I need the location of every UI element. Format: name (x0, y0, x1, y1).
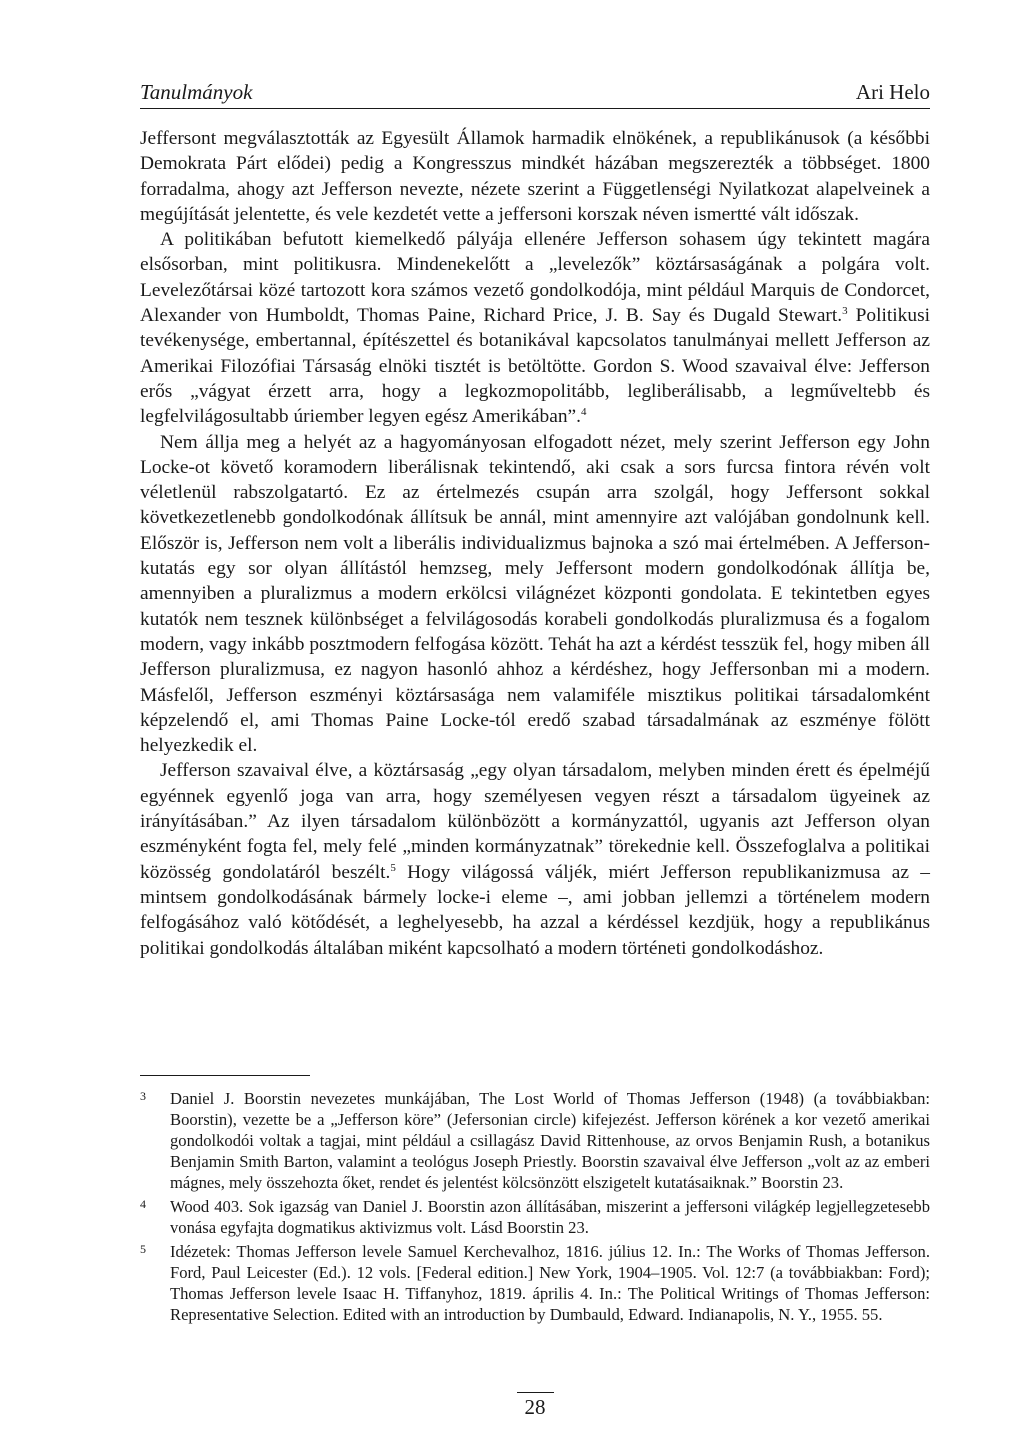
paragraph-text: Politikusi tevékenysége, embertannal, építészettel és botanikával kapcsolatos tanulmányai mellett Jefferson az Amerikai Filozófiai Társaság elnöki tisztét is betöltötte. Gordon S. Wood szavaival élve: Jefferson erős „vágyat érzett arra, hogy a legkozmopolitább, legliberálisabb, a legműveltebb és legfelvilágosultabb úriember legyen egész Amerikában”. (140, 305, 931, 428)
footnote-text: Idézetek: Thomas Jefferson levele Samuel Kerchevalhoz, 1816. július 12. In.: The Works of Thomas Jefferson. Ford, Paul Leicester (Ed.). 12 vols. [Federal edition.] New York, 1904–1905. Vol. 12:7 (a továbbiakban: Ford); Thomas Jefferson levele Isaac H. Tiffanyhoz, 1819. április 4. In.: The Political Writings of Thomas Jefferson: Representative Selection. Edited with an introduction by Dumbauld, Edward. Indianapolis, N. Y., 1955. 55. (170, 1242, 930, 1324)
paragraph (140, 227, 930, 429)
footnote-number: 3 (140, 1089, 146, 1103)
footnotes (140, 1088, 930, 1328)
paragraph-text: Nem állja meg a helyét az a hagyományosan elfogadott nézet, mely szerint Jefferson egy John Locke-ot követő koramodern liberálisnak tekintendő, aki csak a sors furcsa fintora révén volt véletlenül rabszolgatartó. Ez az értelmezés csupán arra szolgál, hogy Jeffersont sokkal következetlenebb gondolkodónak állítsuk be annál, mint amennyire azt valójában gondolnunk kell. Először is, Jefferson nem volt a liberális individualizmus bajnoka a szó mai értelmében. A Jefferson-kutatás egy sor olyan állítástól hemzseg, mely Jeffersont modern gondolkodónak állítja be, amennyiben a pluralizmus a modern erkölcsi világnézet központi gondolata. E tekintetben egyes kutatók nem tesznek különbséget a felvilágosodás korabeli gondolkodás pluralizmusa és a fogalom modern, vagy inkább posztmodern felfogása között. Tehát ha azt a kérdést tesszük fel, hogy miben áll Jefferson pluralizmusa, ez nagyon hasonló ahhoz a kérdéshez, hogy Jeffersonban mi a modern. Másfelől, Jefferson eszményi köztársasága nem valamiféle misztikus politikai társadalomként képzelendő el, ami Thomas Paine Locke-tól eredő szabad társadalmának az eszménye fölött helyezkedik el. (140, 431, 930, 757)
footnote-ref[interactable]: 4 (580, 406, 587, 419)
header-section-title: Tanulmányok (140, 80, 253, 104)
paragraph (140, 758, 930, 960)
footnote-text: Daniel J. Boorstin nevezetes munkájában, The Lost World of Thomas Jefferson (1948) (a továbbiakban: Boorstin), vezette be a „Jefferson köre” (Jefersonian circle) kifejezést. Jefferson körének a kor vezető amerikai gondolkodói voltak a tagjai, mint például a csillagász David Rittenhouse, az orvos Benjamin Rush, a botanikus Benjamin Smith Barton, valamint a teológus Joseph Priestly. Boorstin szavaival élve Jefferson „volt az az emberi mágnes, mely összehozta őket, rendet és jelentést kölcsönzött elszigetelt kutatásaiknak.” Boorstin 23. (170, 1089, 930, 1192)
footnote-ref[interactable]: 3 (842, 305, 848, 318)
footnote (140, 1241, 930, 1325)
paragraph (140, 430, 930, 759)
footnote-text: Wood 403. Sok igazság van Daniel J. Boorstin azon állításában, miszerint a jeffersoni világkép legjellegzetesebb vonása egyfajta dogmatikus aktivizmus volt. Lásd Boorstin 23. (170, 1197, 930, 1237)
footnote (140, 1196, 930, 1238)
header-author: Ari Helo (855, 80, 930, 104)
footnote-number: 4 (140, 1197, 146, 1211)
paragraph-text: Jeffersont megválasztották az Egyesült Államok harmadik elnökének, a republikánusok (a későbbi Demokrata Párt elődei) pedig a Kongresszus mindkét házában megszerezték a többséget. 1800 forradalma, ahogy azt Jefferson nevezte, nézete szerint a Függetlenségi Nyilatkozat alapelveinek a megújítását jelentette, és vele kezdetét vette a jeffersoni korszak néven ismertté vált időszak. (140, 128, 930, 225)
paragraph-text: A politikában befutott kiemelkedő pályája ellenére Jefferson sohasem úgy tekintett magára elsősorban, mint politikusra. Mindenekelőtt a „levelezők” köztársaságának a polgára volt. Levelezőtársai közé tartozott kora számos vezető gondolkodója, mint például Marquis de Condorcet, Alexander von Humboldt, Thomas Paine, Richard Price, J. B. Say és Dugald Stewart. (140, 229, 930, 327)
footnote (140, 1088, 930, 1193)
body-text (140, 126, 930, 961)
footnote-ref[interactable]: 5 (390, 861, 396, 874)
paragraph-text: Hogy világossá váljék, miért Jefferson republikanizmusa az – mintsem gondolkodásának bármely locke-i eleme –, ami jobban jellemzi a történelem modern felfogásához való kötődését, a leghelyesebb, ha azzal a kérdéssel kezdjük, hogy a republikánus politikai gondolkodás általában miként kapcsolható a modern történeti gondolkodáshoz. (140, 861, 930, 959)
document-page (140, 0, 930, 1454)
paragraph-text: Jefferson szavaival élve, a köztársaság „egy olyan társadalom, melyben minden érett és épelméjű egyénnek egyenlő joga van arra, hogy személyesen vegyen részt a társadalom ügyeinek az irányításában.” Az ilyen társadalom különbözött a kormányzattól, ugyanis azt Jefferson olyan eszményként fogta fel, mely felé „minden kormányzatnak” törekednie kell. Összefoglalva a politikai közösség gondolatáról beszélt. (140, 760, 930, 883)
paragraph (140, 126, 930, 227)
page-number-block (140, 1392, 930, 1420)
footnote-number: 5 (140, 1242, 146, 1256)
running-header (140, 78, 930, 109)
footnote-divider (140, 1075, 310, 1076)
page-number: 28 (517, 1392, 554, 1420)
